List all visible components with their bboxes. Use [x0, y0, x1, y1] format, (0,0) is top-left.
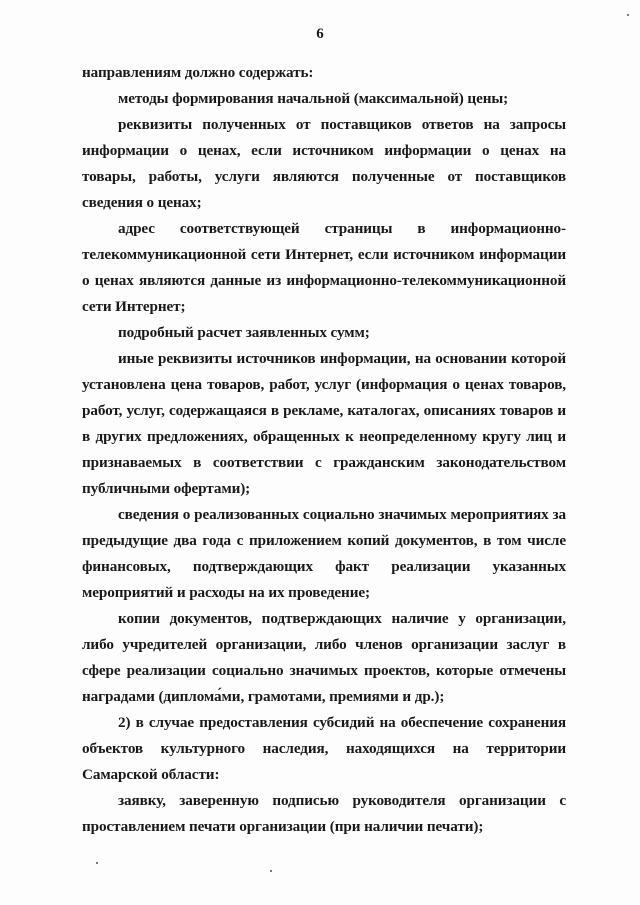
paragraph: заявку, заверенную подписью руководителя организации с проставлением печати организации (при наличии печати);: [82, 792, 566, 835]
scan-speck: [627, 14, 629, 16]
scan-speck: [270, 870, 272, 872]
paragraph: сведения о реализованных социально значимых мероприятиях за предыдущие два года с приложением копий документов, в том числе финансовых, подтверждающих факт реализации указанных мероприятий и расходы на их проведение;: [82, 506, 566, 601]
paragraph: копии документов, подтверждающих наличие у организации, либо учредителей организации, либо членов организации заслуг в сфере реализации социально значимых проектов, которые отмечены наградами (диплома́ми, грамотами, премиями и др.);: [82, 610, 566, 705]
paragraph: подробный расчет заявленных сумм;: [118, 324, 370, 341]
paragraph: методы формирования начальной (максимальной) цены;: [118, 90, 509, 107]
scan-speck: [96, 862, 98, 864]
paragraph: иные реквизиты источников информации, на основании которой установлена цена товаров, работ, услуг (информация о ценах товаров, работ, услуг, содержащаяся в рекламе, каталогах, описаниях товаров и в других предложениях, обращенных к неопределенному кругу лиц и признаваемых в соответствии с гражданским законодательством публичными офертами);: [82, 350, 566, 497]
document-body: [82, 60, 566, 840]
paragraph: 2) в случае предоставления субсидий на обеспечение сохранения объектов культурного наследия, находящихся на территории Самарской области:: [82, 714, 566, 783]
paragraph: реквизиты полученных от поставщиков ответов на запросы информации о ценах, если источником информации о ценах на товары, работы, услуги являются полученные от поставщиков сведения о ценах;: [82, 116, 566, 211]
page-number: 6: [316, 26, 324, 42]
paragraph: адрес соответствующей страницы в информационно-телекоммуникационной сети Интернет, если источником информации о ценах являются данные из информационно-телекоммуникационной сети Интернет;: [82, 220, 566, 315]
paragraph: направлениям должно содержать:: [82, 64, 314, 81]
